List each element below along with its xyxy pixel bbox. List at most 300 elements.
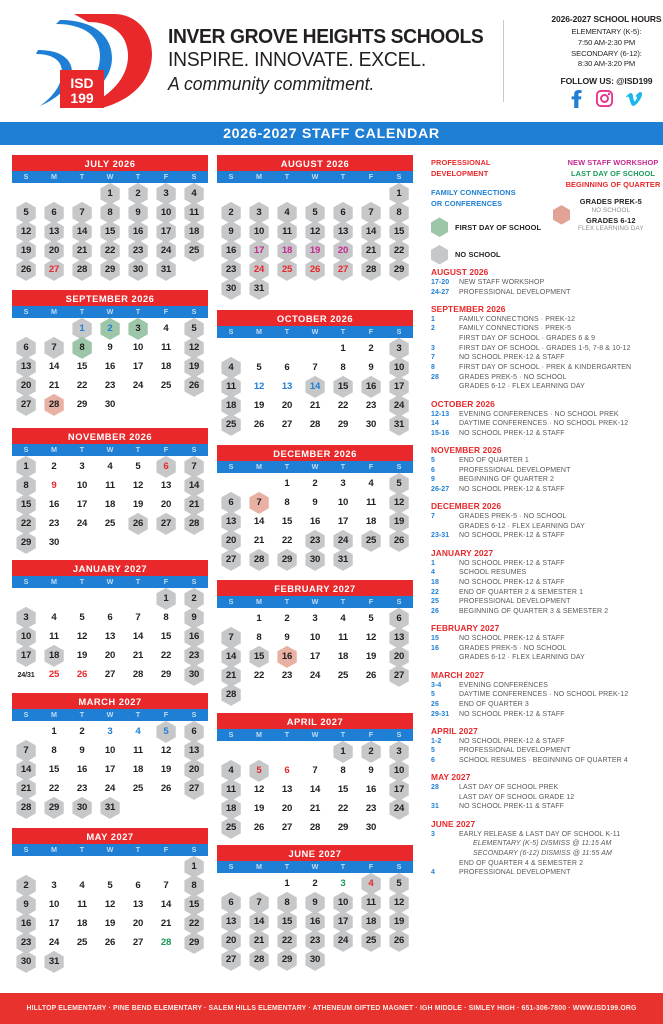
day-cell[interactable] [301,799,329,818]
day-cell[interactable] [96,357,124,376]
day-cell[interactable] [245,893,273,912]
day-cell[interactable] [124,646,152,665]
day-cell[interactable] [301,358,329,377]
day-cell[interactable] [329,609,357,628]
day-cell[interactable] [217,931,245,950]
day-cell[interactable] [357,609,385,628]
day-cell[interactable] [40,203,68,222]
day-cell[interactable] [385,874,413,893]
day-cell[interactable] [40,476,68,495]
day-cell[interactable] [245,761,273,780]
day-cell[interactable] [301,761,329,780]
day-cell[interactable] [217,761,245,780]
day-cell[interactable] [68,627,96,646]
day-cell[interactable] [96,514,124,533]
day-cell[interactable] [68,241,96,260]
day-cell[interactable] [124,338,152,357]
day-cell[interactable] [245,931,273,950]
day-cell[interactable] [385,666,413,685]
day-cell[interactable] [385,512,413,531]
day-cell[interactable] [12,376,40,395]
day-cell[interactable] [217,493,245,512]
day-cell[interactable] [301,512,329,531]
day-cell[interactable] [68,376,96,395]
day-cell[interactable] [12,952,40,971]
day-cell[interactable] [217,396,245,415]
day-cell[interactable] [180,779,208,798]
day-cell[interactable] [357,203,385,222]
day-cell[interactable] [273,647,301,666]
day-cell[interactable] [12,222,40,241]
day-cell[interactable] [329,512,357,531]
day-cell[interactable] [40,876,68,895]
day-cell[interactable] [273,241,301,260]
day-cell[interactable] [245,628,273,647]
day-cell[interactable] [301,666,329,685]
day-cell[interactable] [68,260,96,279]
day-cell[interactable] [301,474,329,493]
day-cell[interactable] [68,722,96,741]
day-cell[interactable] [124,495,152,514]
day-cell[interactable] [329,493,357,512]
day-cell[interactable] [12,798,40,817]
day-cell[interactable] [385,415,413,434]
day-cell[interactable] [217,799,245,818]
day-cell[interactable] [68,798,96,817]
day-cell[interactable] [40,895,68,914]
day-cell[interactable] [329,628,357,647]
day-cell[interactable] [68,338,96,357]
day-cell[interactable] [12,627,40,646]
day-cell[interactable] [68,760,96,779]
day-cell[interactable] [385,474,413,493]
day-cell[interactable] [124,203,152,222]
day-cell[interactable] [273,512,301,531]
day-cell[interactable] [217,512,245,531]
day-cell[interactable] [124,914,152,933]
day-cell[interactable] [152,779,180,798]
day-cell[interactable] [68,914,96,933]
day-cell[interactable] [12,646,40,665]
day-cell[interactable] [68,495,96,514]
day-cell[interactable] [96,760,124,779]
day-cell[interactable] [273,203,301,222]
day-cell[interactable] [152,933,180,952]
day-cell[interactable] [152,589,180,608]
day-cell[interactable] [217,912,245,931]
day-cell[interactable] [40,395,68,414]
day-cell[interactable] [329,818,357,837]
day-cell[interactable] [357,358,385,377]
day-cell[interactable] [273,874,301,893]
day-cell[interactable] [329,474,357,493]
day-cell[interactable] [40,914,68,933]
day-cell[interactable] [180,722,208,741]
day-cell[interactable] [301,609,329,628]
day-cell[interactable] [68,779,96,798]
day-cell[interactable] [217,260,245,279]
day-cell[interactable] [124,608,152,627]
day-cell[interactable] [12,395,40,414]
day-cell[interactable] [40,338,68,357]
day-cell[interactable] [124,627,152,646]
day-cell[interactable] [152,319,180,338]
day-cell[interactable] [329,647,357,666]
day-cell[interactable] [357,818,385,837]
day-cell[interactable] [245,550,273,569]
day-cell[interactable] [96,222,124,241]
day-cell[interactable] [40,222,68,241]
day-cell[interactable] [301,818,329,837]
day-cell[interactable] [124,665,152,684]
day-cell[interactable] [217,647,245,666]
day-cell[interactable] [40,533,68,552]
day-cell[interactable] [357,666,385,685]
day-cell[interactable] [217,550,245,569]
day-cell[interactable] [357,415,385,434]
day-cell[interactable] [40,241,68,260]
day-cell[interactable] [68,646,96,665]
day-cell[interactable] [180,222,208,241]
day-cell[interactable] [217,893,245,912]
day-cell[interactable] [273,474,301,493]
day-cell[interactable] [245,377,273,396]
day-cell[interactable] [217,203,245,222]
day-cell[interactable] [12,203,40,222]
day-cell[interactable] [357,742,385,761]
day-cell[interactable] [217,685,245,704]
day-cell[interactable] [357,799,385,818]
day-cell[interactable] [217,666,245,685]
day-cell[interactable] [68,222,96,241]
day-cell[interactable] [301,950,329,969]
day-cell[interactable] [180,760,208,779]
day-cell[interactable] [152,495,180,514]
day-cell[interactable] [124,741,152,760]
day-cell[interactable] [329,761,357,780]
day-cell[interactable] [357,260,385,279]
day-cell[interactable] [217,241,245,260]
day-cell[interactable] [357,396,385,415]
day-cell[interactable] [217,780,245,799]
day-cell[interactable] [124,260,152,279]
day-cell[interactable] [329,339,357,358]
day-cell[interactable] [180,741,208,760]
day-cell[interactable] [329,358,357,377]
day-cell[interactable] [245,950,273,969]
day-cell[interactable] [180,514,208,533]
day-cell[interactable] [12,933,40,952]
day-cell[interactable] [96,914,124,933]
day-cell[interactable] [180,876,208,895]
day-cell[interactable] [217,222,245,241]
day-cell[interactable] [245,912,273,931]
day-cell[interactable] [180,241,208,260]
day-cell[interactable] [96,203,124,222]
day-cell[interactable] [385,742,413,761]
day-cell[interactable] [357,241,385,260]
day-cell[interactable] [152,741,180,760]
day-cell[interactable] [329,780,357,799]
day-cell[interactable] [12,476,40,495]
day-cell[interactable] [385,260,413,279]
day-cell[interactable] [180,495,208,514]
day-cell[interactable] [124,476,152,495]
day-cell[interactable] [124,876,152,895]
day-cell[interactable] [68,319,96,338]
day-cell[interactable] [245,415,273,434]
day-cell[interactable] [152,457,180,476]
day-cell[interactable] [180,895,208,914]
day-cell[interactable] [385,358,413,377]
day-cell[interactable] [180,665,208,684]
day-cell[interactable] [357,474,385,493]
day-cell[interactable] [152,476,180,495]
day-cell[interactable] [12,495,40,514]
day-cell[interactable] [301,377,329,396]
day-cell[interactable] [68,876,96,895]
day-cell[interactable] [245,493,273,512]
day-cell[interactable] [273,950,301,969]
day-cell[interactable] [96,646,124,665]
day-cell[interactable] [357,893,385,912]
vimeo-icon[interactable] [626,92,642,106]
day-cell[interactable] [68,203,96,222]
day-cell[interactable] [96,457,124,476]
day-cell[interactable] [301,396,329,415]
day-cell[interactable] [329,241,357,260]
day-cell[interactable] [12,357,40,376]
day-cell[interactable] [180,184,208,203]
day-cell[interactable] [217,415,245,434]
day-cell[interactable] [273,609,301,628]
day-cell[interactable] [245,203,273,222]
day-cell[interactable] [357,222,385,241]
day-cell[interactable] [40,952,68,971]
day-cell[interactable] [245,799,273,818]
day-cell[interactable] [385,931,413,950]
day-cell[interactable] [180,357,208,376]
day-cell[interactable] [385,203,413,222]
day-cell[interactable] [12,914,40,933]
day-cell[interactable] [124,722,152,741]
day-cell[interactable] [245,396,273,415]
day-cell[interactable] [357,874,385,893]
day-cell[interactable] [301,628,329,647]
day-cell[interactable] [180,457,208,476]
day-cell[interactable] [124,376,152,395]
day-cell[interactable] [152,203,180,222]
day-cell[interactable] [124,241,152,260]
day-cell[interactable] [12,533,40,552]
day-cell[interactable] [245,241,273,260]
day-cell[interactable] [96,779,124,798]
day-cell[interactable] [96,376,124,395]
day-cell[interactable] [357,339,385,358]
day-cell[interactable] [385,531,413,550]
day-cell[interactable] [180,608,208,627]
day-cell[interactable] [152,665,180,684]
day-cell[interactable] [96,665,124,684]
day-cell[interactable] [96,495,124,514]
day-cell[interactable] [245,609,273,628]
day-cell[interactable] [96,895,124,914]
day-cell[interactable] [301,893,329,912]
day-cell[interactable] [273,628,301,647]
day-cell[interactable] [152,338,180,357]
day-cell[interactable] [217,628,245,647]
day-cell[interactable] [68,933,96,952]
day-cell[interactable] [40,260,68,279]
day-cell[interactable] [329,799,357,818]
day-cell[interactable] [180,203,208,222]
day-cell[interactable] [96,741,124,760]
day-cell[interactable] [40,933,68,952]
day-cell[interactable] [68,741,96,760]
day-cell[interactable] [180,338,208,357]
day-cell[interactable] [329,415,357,434]
day-cell[interactable] [245,222,273,241]
day-cell[interactable] [152,184,180,203]
day-cell[interactable] [124,760,152,779]
day-cell[interactable] [273,222,301,241]
day-cell[interactable] [273,761,301,780]
day-cell[interactable] [357,512,385,531]
day-cell[interactable] [357,531,385,550]
day-cell[interactable] [357,647,385,666]
day-cell[interactable] [357,377,385,396]
day-cell[interactable] [217,818,245,837]
day-cell[interactable] [180,476,208,495]
day-cell[interactable] [12,260,40,279]
day-cell[interactable] [40,741,68,760]
day-cell[interactable] [385,493,413,512]
day-cell[interactable] [273,912,301,931]
day-cell[interactable] [12,760,40,779]
day-cell[interactable] [12,779,40,798]
day-cell[interactable] [40,608,68,627]
day-cell[interactable] [12,338,40,357]
day-cell[interactable] [152,627,180,646]
day-cell[interactable] [40,376,68,395]
day-cell[interactable] [329,912,357,931]
day-cell[interactable] [385,184,413,203]
day-cell[interactable] [329,931,357,950]
day-cell[interactable] [301,550,329,569]
day-cell[interactable] [152,222,180,241]
day-cell[interactable] [273,666,301,685]
day-cell[interactable] [385,799,413,818]
day-cell[interactable] [273,358,301,377]
day-cell[interactable] [301,874,329,893]
day-cell[interactable] [68,395,96,414]
day-cell[interactable] [152,646,180,665]
day-cell[interactable] [301,780,329,799]
day-cell[interactable] [124,357,152,376]
day-cell[interactable] [301,222,329,241]
day-cell[interactable] [68,514,96,533]
day-cell[interactable] [124,222,152,241]
day-cell[interactable] [68,665,96,684]
day-cell[interactable] [40,495,68,514]
day-cell[interactable] [357,931,385,950]
day-cell[interactable] [96,876,124,895]
day-cell[interactable] [40,627,68,646]
day-cell[interactable] [385,222,413,241]
day-cell[interactable] [124,319,152,338]
day-cell[interactable] [385,377,413,396]
day-cell[interactable] [329,742,357,761]
day-cell[interactable] [217,358,245,377]
day-cell[interactable] [245,666,273,685]
day-cell[interactable] [329,874,357,893]
day-cell[interactable] [152,260,180,279]
day-cell[interactable] [245,512,273,531]
day-cell[interactable] [301,241,329,260]
day-cell[interactable] [180,627,208,646]
day-cell[interactable] [152,608,180,627]
day-cell[interactable] [152,760,180,779]
day-cell[interactable] [217,950,245,969]
day-cell[interactable] [40,357,68,376]
day-cell[interactable] [329,260,357,279]
day-cell[interactable] [385,396,413,415]
day-cell[interactable] [68,608,96,627]
day-cell[interactable] [217,377,245,396]
day-cell[interactable] [96,395,124,414]
day-cell[interactable] [180,933,208,952]
day-cell[interactable] [12,514,40,533]
day-cell[interactable] [40,457,68,476]
day-cell[interactable] [40,646,68,665]
instagram-icon[interactable] [596,90,613,107]
day-cell[interactable] [329,893,357,912]
day-cell[interactable] [245,780,273,799]
day-cell[interactable] [40,722,68,741]
day-cell[interactable] [245,818,273,837]
day-cell[interactable] [357,761,385,780]
day-cell[interactable] [12,741,40,760]
day-cell[interactable] [217,279,245,298]
day-cell[interactable] [245,531,273,550]
day-cell[interactable] [152,241,180,260]
day-cell[interactable] [124,779,152,798]
day-cell[interactable] [273,531,301,550]
day-cell[interactable] [273,415,301,434]
day-cell[interactable] [68,357,96,376]
day-cell[interactable] [12,895,40,914]
day-cell[interactable] [273,396,301,415]
day-cell[interactable] [385,761,413,780]
facebook-icon[interactable] [570,89,583,108]
day-cell[interactable] [12,876,40,895]
day-cell[interactable] [124,895,152,914]
day-cell[interactable] [180,914,208,933]
day-cell[interactable] [152,722,180,741]
day-cell[interactable] [12,608,40,627]
day-cell[interactable] [12,241,40,260]
day-cell[interactable] [245,279,273,298]
day-cell[interactable] [245,260,273,279]
day-cell[interactable] [180,857,208,876]
day-cell[interactable] [273,799,301,818]
day-cell[interactable] [152,914,180,933]
day-cell[interactable] [273,377,301,396]
day-cell[interactable] [217,531,245,550]
day-cell[interactable] [329,377,357,396]
day-cell[interactable] [96,608,124,627]
day-cell[interactable] [124,184,152,203]
